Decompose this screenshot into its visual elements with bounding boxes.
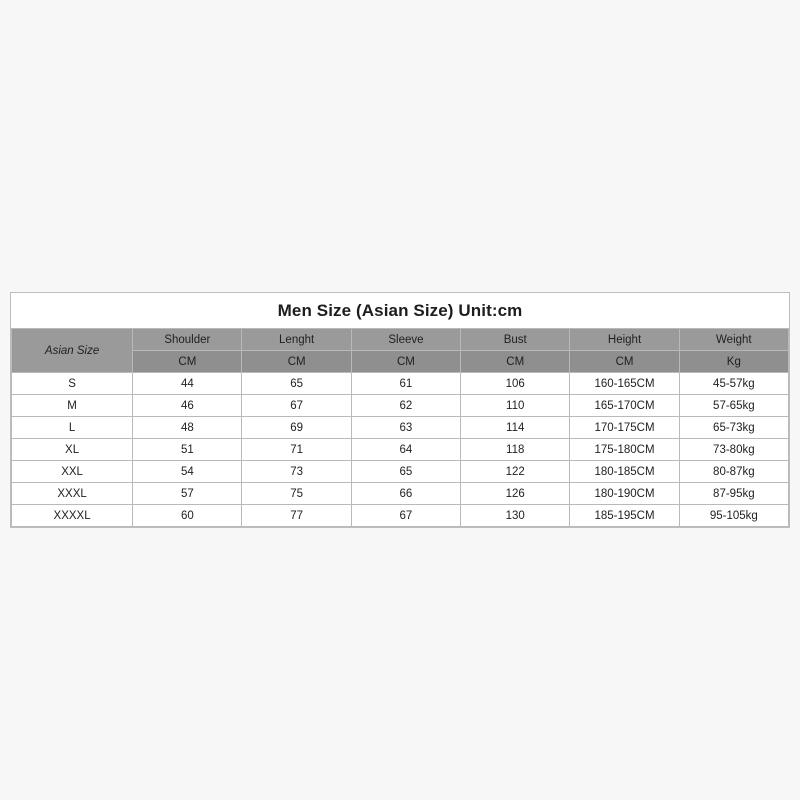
cell-shoulder: 51 xyxy=(133,439,242,461)
cell-bust: 118 xyxy=(461,439,570,461)
cell-lenght: 75 xyxy=(242,483,351,505)
cell-weight: 65-73kg xyxy=(679,417,788,439)
cell-sleeve: 64 xyxy=(351,439,460,461)
cell-shoulder: 48 xyxy=(133,417,242,439)
table-row xyxy=(12,461,789,483)
column-header-sleeve: Sleeve xyxy=(351,329,460,351)
table-row xyxy=(12,439,789,461)
cell-bust: 122 xyxy=(461,461,570,483)
cell-lenght: 77 xyxy=(242,505,351,527)
row-size-label: S xyxy=(12,373,133,395)
column-header-asian-size: Asian Size xyxy=(12,329,133,373)
cell-height: 165-170CM xyxy=(570,395,679,417)
row-size-label: XL xyxy=(12,439,133,461)
cell-weight: 80-87kg xyxy=(679,461,788,483)
size-chart-card xyxy=(10,292,790,528)
row-size-label: XXXXL xyxy=(12,505,133,527)
cell-lenght: 69 xyxy=(242,417,351,439)
row-size-label: XXL xyxy=(12,461,133,483)
table-row xyxy=(12,483,789,505)
table-row xyxy=(12,417,789,439)
cell-sleeve: 67 xyxy=(351,505,460,527)
cell-shoulder: 60 xyxy=(133,505,242,527)
table-row xyxy=(12,505,789,527)
cell-lenght: 73 xyxy=(242,461,351,483)
unit-weight: Kg xyxy=(679,351,788,373)
row-size-label: L xyxy=(12,417,133,439)
table-body xyxy=(12,373,789,527)
table-header-row xyxy=(12,329,789,351)
row-size-label: XXXL xyxy=(12,483,133,505)
cell-shoulder: 44 xyxy=(133,373,242,395)
cell-sleeve: 62 xyxy=(351,395,460,417)
cell-height: 160-165CM xyxy=(570,373,679,395)
cell-weight: 87-95kg xyxy=(679,483,788,505)
table-header xyxy=(12,329,789,373)
cell-lenght: 65 xyxy=(242,373,351,395)
cell-height: 170-175CM xyxy=(570,417,679,439)
cell-sleeve: 63 xyxy=(351,417,460,439)
cell-shoulder: 57 xyxy=(133,483,242,505)
column-header-lenght: Lenght xyxy=(242,329,351,351)
table-row xyxy=(12,373,789,395)
cell-bust: 106 xyxy=(461,373,570,395)
cell-sleeve: 66 xyxy=(351,483,460,505)
cell-weight: 95-105kg xyxy=(679,505,788,527)
cell-weight: 57-65kg xyxy=(679,395,788,417)
cell-sleeve: 61 xyxy=(351,373,460,395)
cell-shoulder: 54 xyxy=(133,461,242,483)
size-table xyxy=(11,328,789,527)
cell-height: 180-185CM xyxy=(570,461,679,483)
column-header-height: Height xyxy=(570,329,679,351)
cell-height: 185-195CM xyxy=(570,505,679,527)
unit-height: CM xyxy=(570,351,679,373)
cell-weight: 73-80kg xyxy=(679,439,788,461)
unit-shoulder: CM xyxy=(133,351,242,373)
column-header-shoulder: Shoulder xyxy=(133,329,242,351)
page-title: Men Size (Asian Size) Unit:cm xyxy=(11,293,789,328)
table-row xyxy=(12,395,789,417)
column-header-weight: Weight xyxy=(679,329,788,351)
cell-lenght: 71 xyxy=(242,439,351,461)
column-header-bust: Bust xyxy=(461,329,570,351)
cell-bust: 126 xyxy=(461,483,570,505)
cell-bust: 130 xyxy=(461,505,570,527)
cell-bust: 110 xyxy=(461,395,570,417)
cell-shoulder: 46 xyxy=(133,395,242,417)
unit-bust: CM xyxy=(461,351,570,373)
row-size-label: M xyxy=(12,395,133,417)
unit-lenght: CM xyxy=(242,351,351,373)
cell-lenght: 67 xyxy=(242,395,351,417)
cell-weight: 45-57kg xyxy=(679,373,788,395)
cell-height: 180-190CM xyxy=(570,483,679,505)
cell-bust: 114 xyxy=(461,417,570,439)
unit-sleeve: CM xyxy=(351,351,460,373)
cell-height: 175-180CM xyxy=(570,439,679,461)
cell-sleeve: 65 xyxy=(351,461,460,483)
